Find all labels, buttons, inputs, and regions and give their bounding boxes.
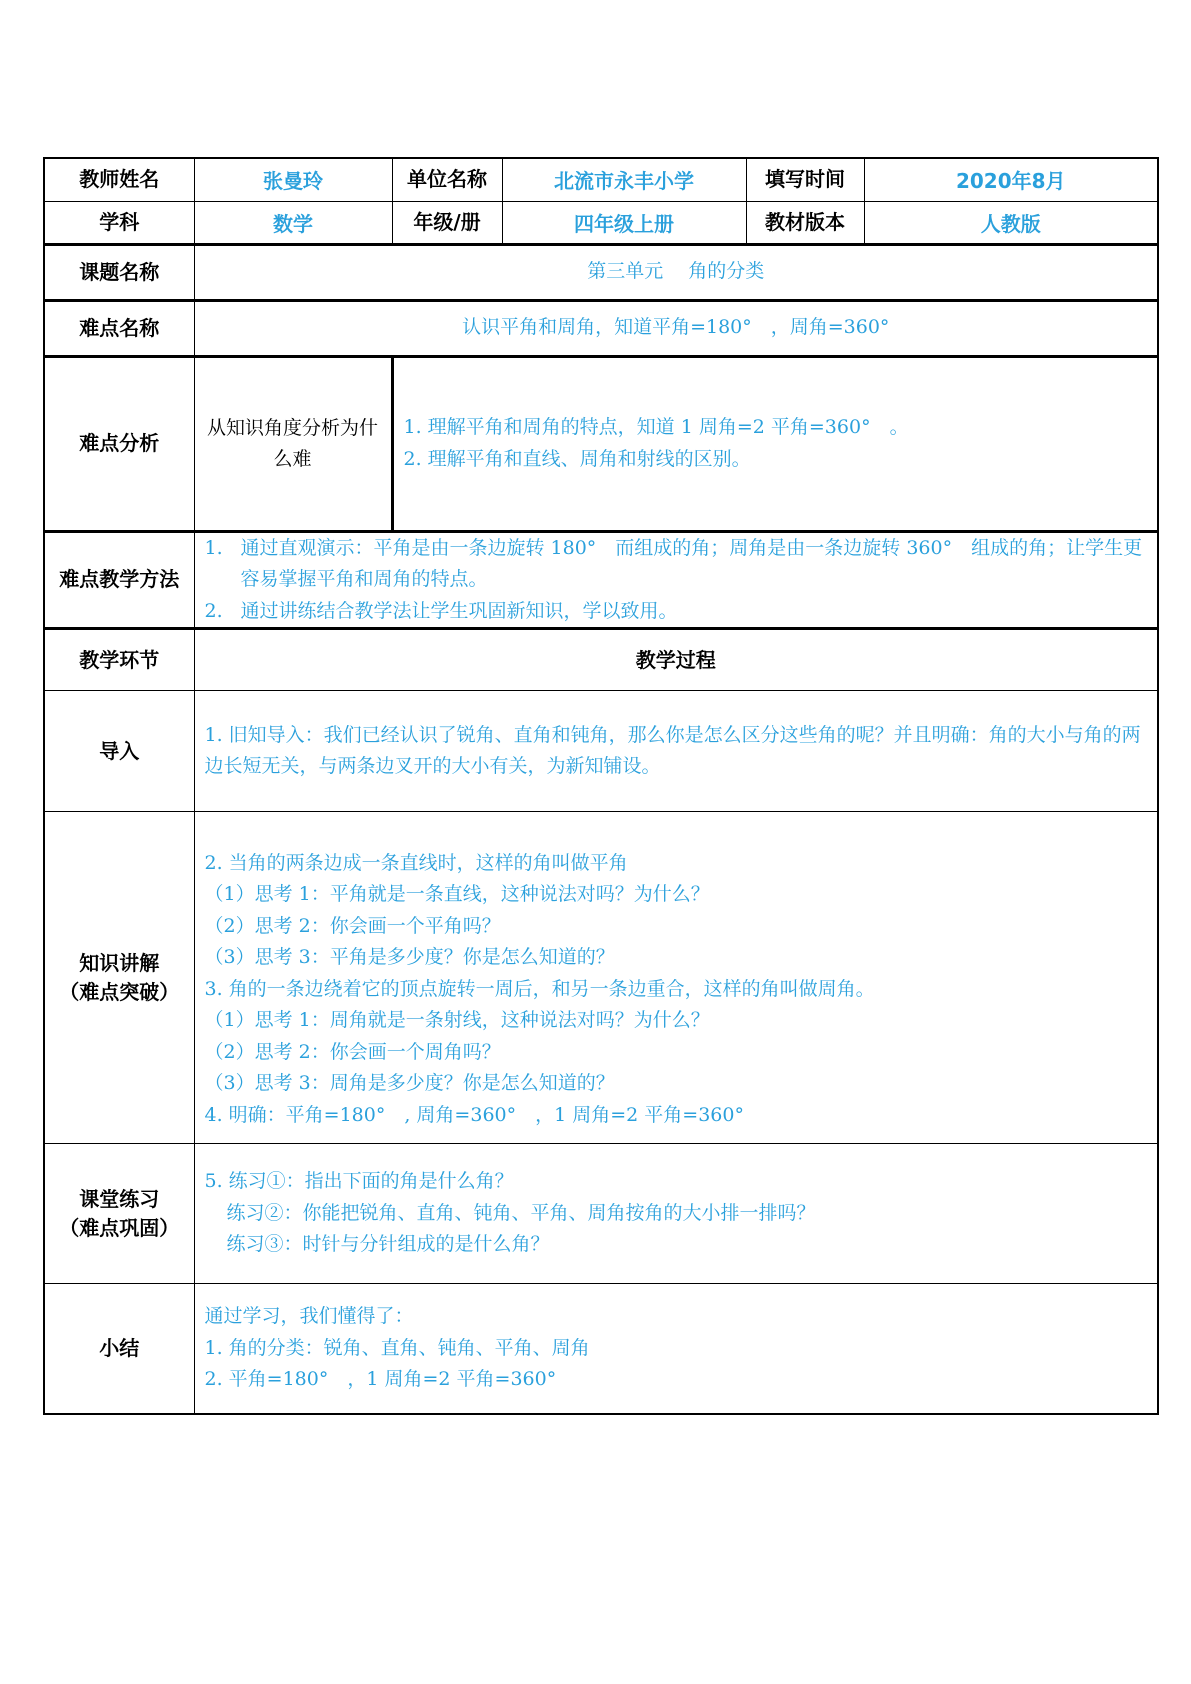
subject-label: 学科 — [44, 201, 194, 244]
teaching-process-header: 教学过程 — [194, 629, 1158, 691]
method-item-number: 1. — [204, 536, 223, 559]
practice-line: 练习②：你能把锐角、直角、钝角、平角、周角按角的大小排一排吗？ — [226, 1201, 816, 1224]
knowledge-line: 4. 明确：平角=180° , 周角=360° ，1 周角=2 平角=360° — [204, 1103, 744, 1126]
summary-line: 1. 角的分类：锐角、直角、钝角、平角、周角 — [204, 1336, 590, 1359]
difficulty-row — [44, 300, 1158, 356]
practice-row — [44, 1144, 1158, 1284]
knowledge-line: （3）思考 3：周角是多少度？你是怎么知道的？ — [204, 1072, 615, 1095]
knowledge-label-line-1: 知识讲解 — [79, 950, 160, 975]
fill-date-label: 填写时间 — [746, 158, 864, 201]
knowledge-label-line-2: （难点突破） — [59, 979, 180, 1004]
summary-content — [194, 1284, 1158, 1414]
textbook-edition-value: 人教版 — [864, 201, 1158, 244]
knowledge-line: （1）思考 1：周角就是一条射线，这种说法对吗？为什么？ — [204, 1009, 710, 1032]
method-row — [44, 531, 1158, 629]
summary-line: 2. 平角=180° ，1 周角=2 平角=360° — [204, 1368, 557, 1390]
teacher-name-value: 张曼玲 — [194, 158, 392, 201]
method-content — [194, 531, 1158, 629]
practice-label — [44, 1144, 194, 1284]
analysis-label: 难点分析 — [44, 356, 194, 531]
practice-label-line-2: （难点巩固） — [59, 1215, 180, 1240]
difficulty-value: 认识平角和周角，知道平角=180° ，周角=360° — [194, 300, 1158, 356]
process-header-row — [44, 629, 1158, 691]
summary-row — [44, 1284, 1158, 1414]
method-item-text: 通过讲练结合教学法让学生巩固新知识，学以致用。 — [240, 599, 678, 622]
topic-label: 课题名称 — [44, 244, 194, 300]
intro-row — [44, 691, 1158, 812]
textbook-edition-label: 教材版本 — [746, 201, 864, 244]
method-label: 难点教学方法 — [44, 531, 194, 629]
difficulty-label: 难点名称 — [44, 300, 194, 356]
knowledge-line: （1）思考 1：平角就是一条直线，这种说法对吗？为什么？ — [204, 883, 710, 906]
analysis-line: 2. 理解平角和直线、周角和射线的区别。 — [403, 447, 751, 470]
knowledge-line: （3）思考 3：平角是多少度？你是怎么知道的？ — [204, 946, 615, 969]
header-row-1 — [44, 158, 1158, 201]
knowledge-content — [194, 812, 1158, 1144]
knowledge-label — [44, 812, 194, 1144]
practice-content — [194, 1144, 1158, 1284]
method-item-text: 通过直观演示：平角是由一条边旋转 180° 而组成的角；周角是由一条边旋转 360° 组成的角；让学生更容易掌握平角和周角的特点。 — [240, 536, 1143, 590]
method-item — [205, 596, 1148, 628]
practice-line: 5. 练习①：指出下面的角是什么角？ — [204, 1170, 514, 1193]
knowledge-line: 3. 角的一条边绕着它的顶点旋转一周后，和另一条边重合，这样的角叫做周角。 — [204, 977, 875, 1000]
intro-label: 导入 — [44, 691, 194, 812]
practice-line: 练习③：时针与分针组成的是什么角？ — [226, 1233, 550, 1256]
analysis-content — [392, 356, 1158, 531]
knowledge-line: （2）思考 2：你会画一个周角吗？ — [204, 1040, 501, 1063]
practice-label-line-1: 课堂练习 — [79, 1186, 160, 1211]
analysis-row — [44, 356, 1158, 531]
knowledge-line: 2. 当角的两条边成一条直线时，这样的角叫做平角 — [204, 851, 628, 874]
analysis-sub-label: 从知识角度分析为什么难 — [194, 356, 392, 531]
subject-value: 数学 — [194, 201, 392, 244]
intro-content: 1. 旧知导入：我们已经认识了锐角、直角和钝角，那么你是怎么区分这些角的呢？并且明确：角的大小与角的两边长短无关，与两条边叉开的大小有关，为新知铺设。 — [194, 691, 1158, 812]
fill-date-value: 2020年8月 — [864, 158, 1158, 201]
summary-label: 小结 — [44, 1284, 194, 1414]
knowledge-row — [44, 812, 1158, 1144]
teaching-stage-header: 教学环节 — [44, 629, 194, 691]
method-item — [205, 533, 1148, 596]
teacher-name-label: 教师姓名 — [44, 158, 194, 201]
topic-row — [44, 244, 1158, 300]
unit-name-label: 单位名称 — [392, 158, 502, 201]
unit-name-value: 北流市永丰小学 — [502, 158, 746, 201]
lesson-plan-table — [43, 157, 1159, 1415]
summary-line: 通过学习，我们懂得了： — [204, 1305, 414, 1327]
header-row-2 — [44, 201, 1158, 244]
method-item-number: 2. — [204, 599, 223, 622]
knowledge-line: （2）思考 2：你会画一个平角吗？ — [204, 914, 501, 937]
analysis-line: 1. 理解平角和周角的特点，知道 1 周角=2 平角=360° 。 — [403, 416, 909, 438]
topic-value: 第三单元 角的分类 — [194, 244, 1158, 300]
grade-label: 年级/册 — [392, 201, 502, 244]
grade-value: 四年级上册 — [502, 201, 746, 244]
